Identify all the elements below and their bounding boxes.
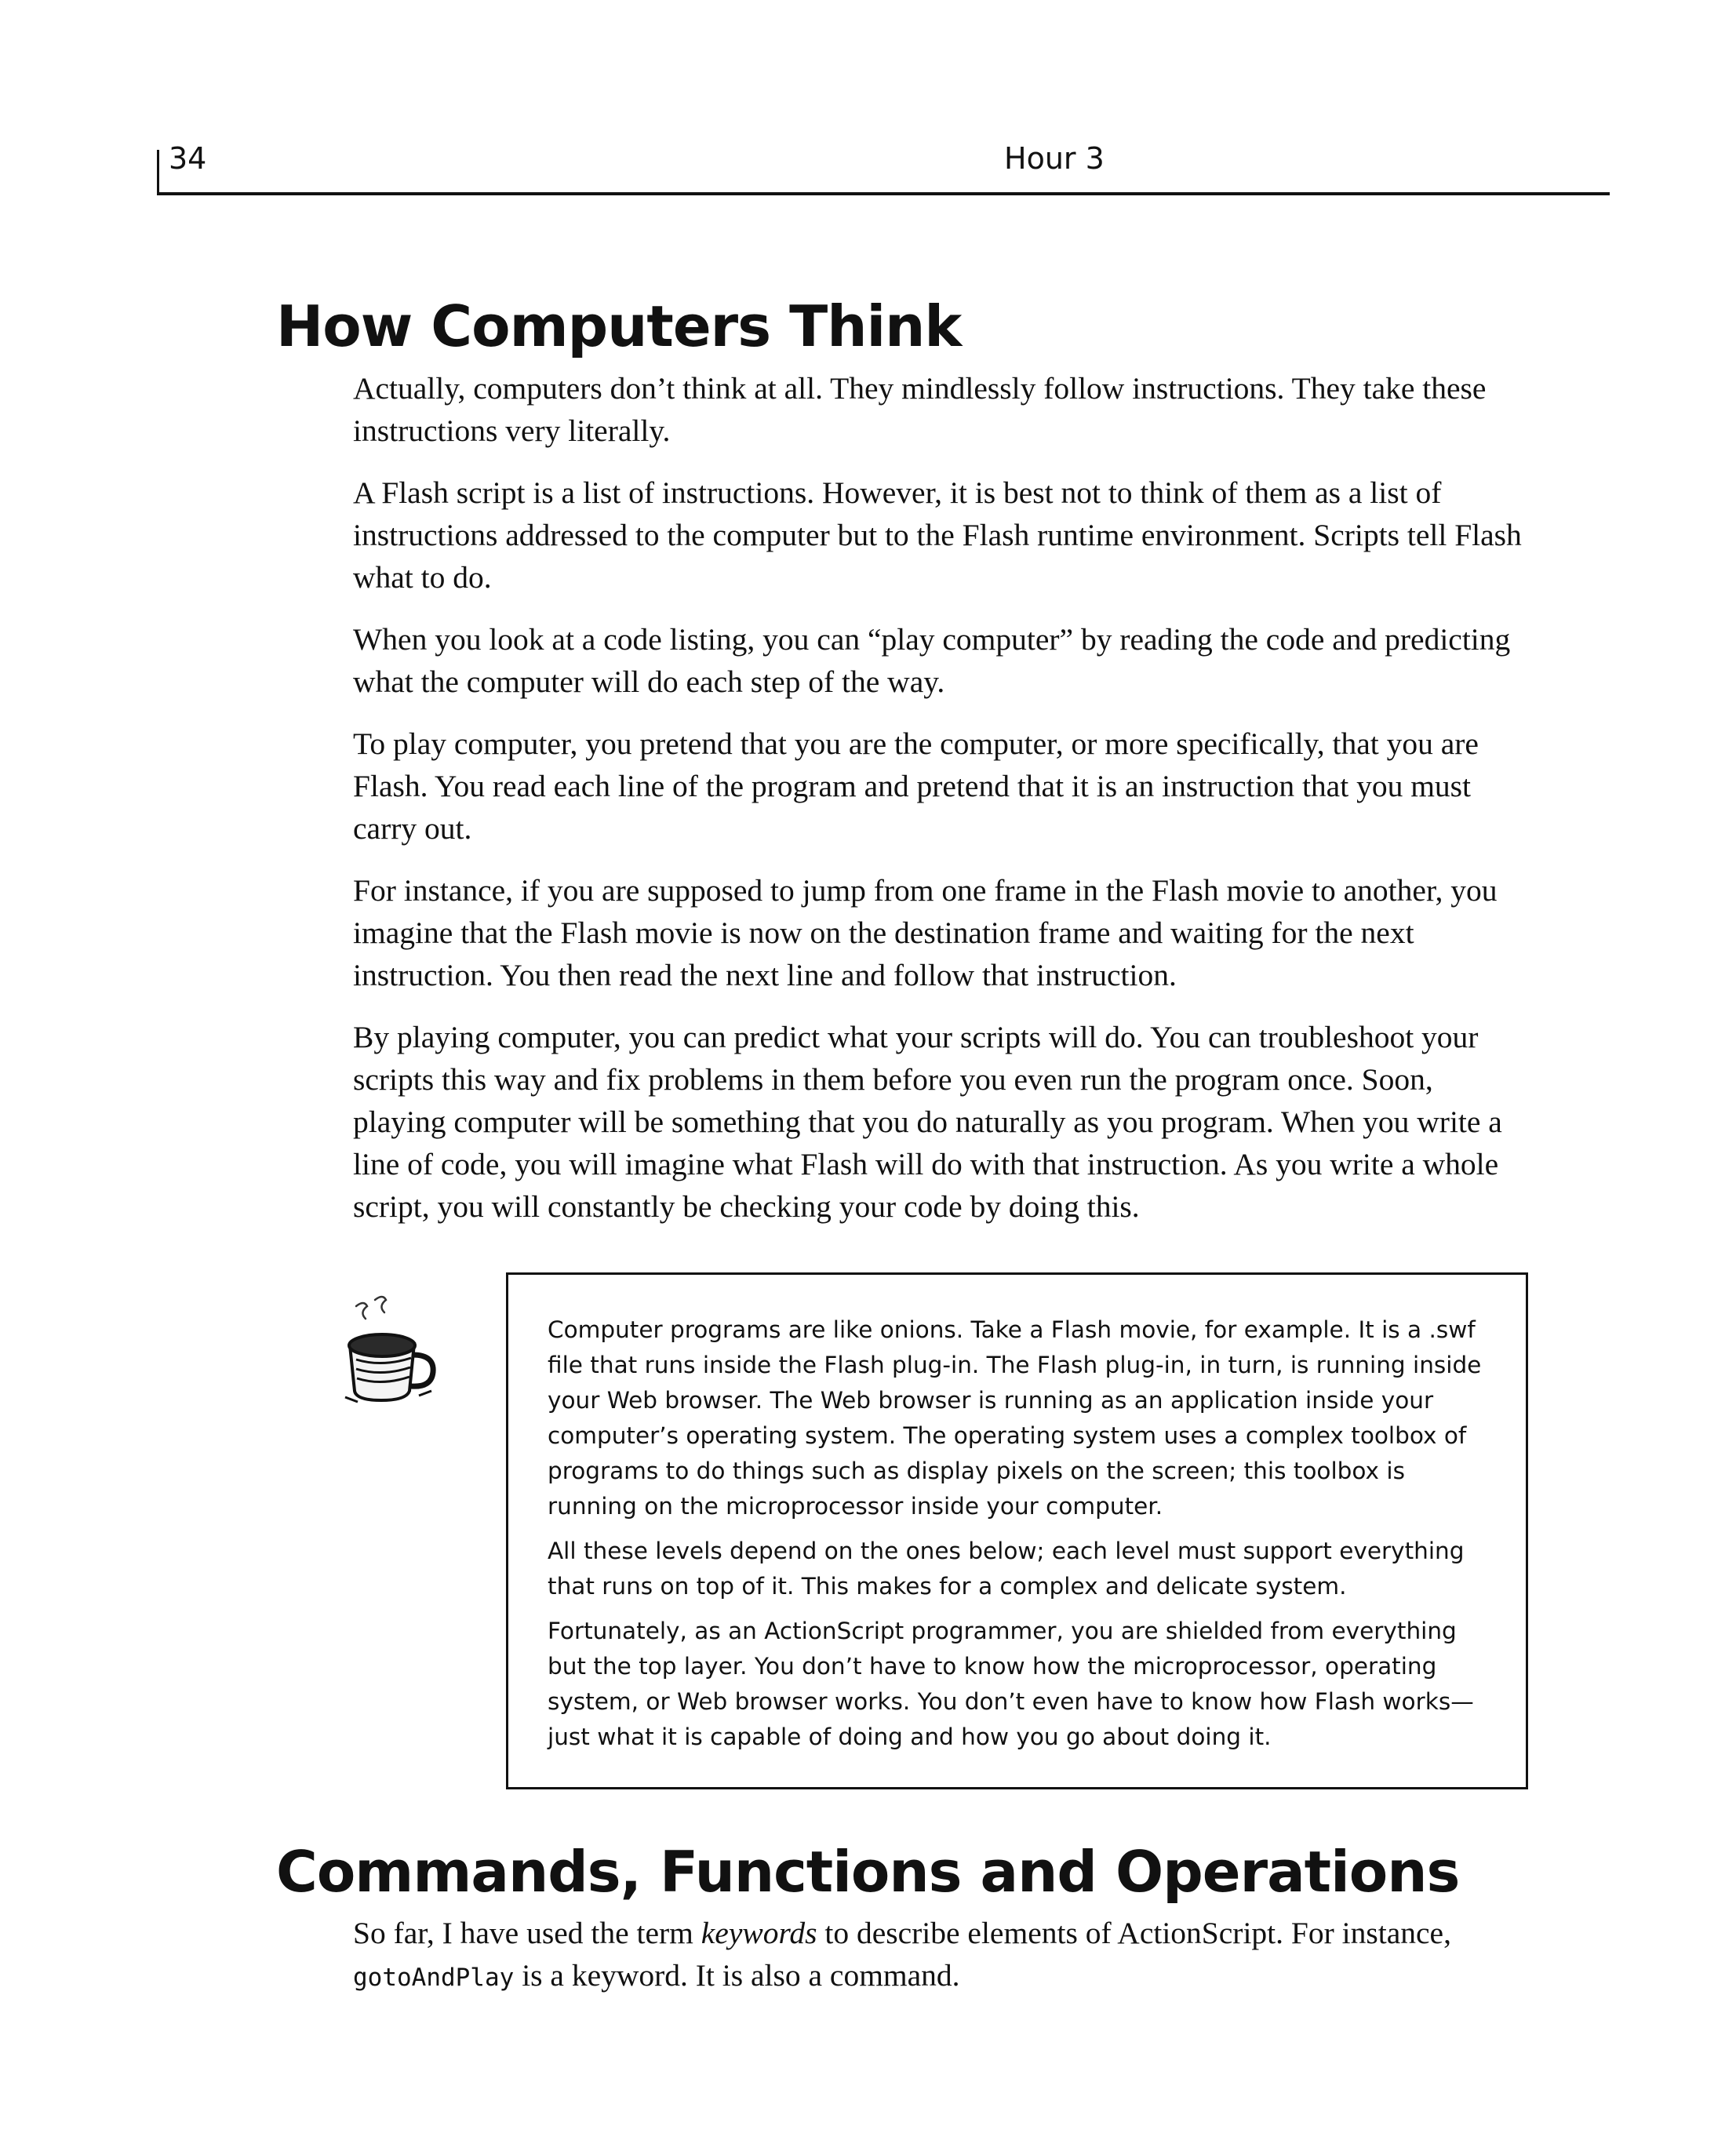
note-box: [506, 1272, 1528, 1789]
paragraph: [353, 1912, 1522, 1999]
note-paragraph: Fortunately, as an ActionScript programmer, you are shielded from everything but the top layer. You don’t have to know how the microprocessor, operating system, or Web browser works. You don’t even have to know how Flash works—just what it is capable of doing and how you go about doing it.: [548, 1618, 1474, 1750]
section-heading: Commands, Functions and Operations: [276, 1839, 1460, 1905]
paragraph-text: So far, I have used the term: [353, 1916, 701, 1950]
header-rule: [157, 192, 1610, 195]
header-rule-left: [157, 150, 159, 195]
coffee-cup-icon: [339, 1290, 441, 1408]
running-header: [157, 137, 1610, 195]
term-keywords: keywords: [701, 1916, 817, 1950]
page-number: 34: [169, 141, 207, 176]
code-keyword: gotoAndPlay: [353, 1964, 515, 1992]
paragraph: For instance, if you are supposed to jump from one frame in the Flash movie to another, you imagine that the Flash movie is now on the destination frame and waiting for the next instruction. You then read the next line and follow that instruction.: [353, 873, 1498, 992]
paragraph: To play computer, you pretend that you are the computer, or more specifically, that you are Flash. You read each line of the program and pretend that it is an instruction that you must carry out.: [353, 726, 1479, 846]
section-body: [353, 367, 1522, 1247]
section-heading: How Computers Think: [276, 293, 962, 359]
note-paragraph: Computer programs are like onions. Take a Flash movie, for example. It is a .swf file that runs inside the Flash plug-in. The Flash plug-in, in turn, is running inside your Web browser. The Web browser is running as an application inside your computer’s operating system. The operating system uses a complex toolbox of programs to do things such as display pixels on the screen; this toolbox is running on the microprocessor inside your computer.: [548, 1316, 1482, 1520]
paragraph: By playing computer, you can predict what your scripts will do. You can troubleshoot your scripts this way and fix problems in them before you even run the program once. Soon, playing computer will be something that you do naturally as you program. When you write a line of code, you will imagine what Flash will do with that instruction. As you write a whole script, you will constantly be checking your code by doing this.: [353, 1020, 1502, 1224]
paragraph: When you look at a code listing, you can “play computer” by reading the code and predicting what the computer will do each step of the way.: [353, 622, 1511, 699]
paragraph-text: to describe elements of ActionScript. For instance,: [817, 1916, 1451, 1950]
paragraph: Actually, computers don’t think at all. They mindlessly follow instructions. They take these instructions very literally.: [353, 371, 1487, 448]
chapter-label: Hour 3: [1004, 141, 1105, 176]
paragraph: A Flash script is a list of instructions. However, it is best not to think of them as a list of instructions addressed to the computer but to the Flash runtime environment. Scripts tell Flash what to do.: [353, 475, 1522, 595]
section-body: [353, 1912, 1522, 2018]
paragraph-text: is a keyword. It is also a command.: [514, 1958, 960, 1993]
note-paragraph: All these levels depend on the ones below; each level must support everything that runs on top of it. This makes for a complex and delicate system.: [548, 1538, 1465, 1600]
